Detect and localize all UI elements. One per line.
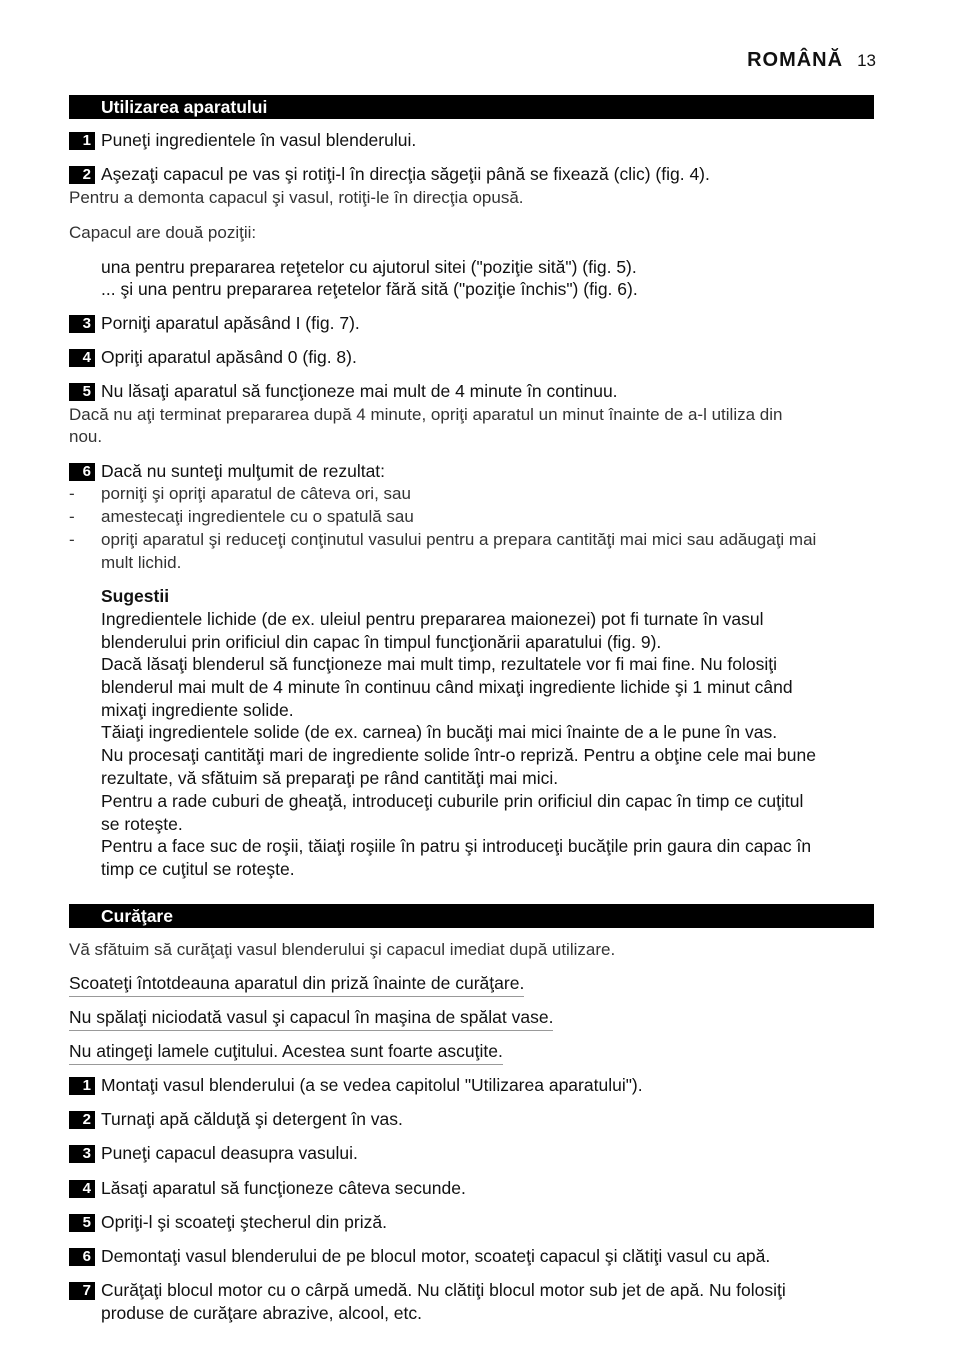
- step-number: 3: [69, 1145, 95, 1163]
- page-number: 13: [857, 51, 876, 70]
- tip-line: timp ce cuţitul se roteşte.: [101, 859, 295, 879]
- bullet-item: opriţi aparatul şi reduceţi conţinutul vasului pentru a prepara cantităţi mai mici sau adăugaţi mai: [101, 530, 817, 549]
- step-number: 3: [69, 315, 95, 333]
- tip-line: Pentru a rade cuburi de gheaţă, introduceţi cuburile prin orificiul din capac în timp ce cuţitul: [101, 791, 804, 811]
- paragraph: Capacul are două poziţii:: [69, 223, 257, 242]
- step-number: 7: [69, 1282, 95, 1300]
- paragraph: una pentru prepararea reţetelor cu ajutorul sitei ("poziţie sită") (fig. 5).: [101, 257, 637, 277]
- step-number: 2: [69, 166, 95, 184]
- step-number: 1: [69, 1077, 95, 1095]
- bullet-dash: -: [69, 507, 75, 526]
- page-header: [747, 49, 876, 72]
- step-text: Lăsaţi aparatul să funcţioneze câteva secunde.: [101, 1178, 466, 1198]
- step-text: Opriţi-l şi scoateţi ştecherul din priză.: [101, 1212, 387, 1232]
- warning-text: Scoateţi întotdeauna aparatul din priză înainte de curăţare.: [69, 972, 524, 997]
- step-text: Nu lăsaţi aparatul să funcţioneze mai mult de 4 minute în continuu.: [101, 381, 618, 401]
- step-text: Porniţi aparatul apăsând I (fig. 7).: [101, 313, 360, 333]
- tip-line: Nu procesaţi cantităţi mari de ingrediente solide într-o repriză. Pentru a obţine cele mai bune: [101, 745, 816, 765]
- step-text: Turnaţi apă călduţă şi detergent în vas.: [101, 1109, 403, 1129]
- step-text: Demontaţi vasul blenderului de pe blocul motor, scoateţi capacul şi clătiţi vasul cu apă.: [101, 1246, 771, 1266]
- tip-line: se roteşte.: [101, 814, 183, 834]
- step-number: 5: [69, 1214, 95, 1232]
- step-text: Curăţaţi blocul motor cu o cârpă umedă. Nu clătiţi blocul motor sub jet de apă. Nu folosiţi: [101, 1280, 786, 1300]
- tip-line: rezultate, vă sfătuim să preparaţi pe rând cantităţi mai mici.: [101, 768, 559, 788]
- tip-line: Ingredientele lichide (de ex. uleiul pentru prepararea maionezei) pot fi turnate în vasul: [101, 609, 764, 629]
- tips-title: Sugestii: [101, 586, 170, 606]
- step-number: 1: [69, 132, 95, 150]
- tip-line: blenderul mai mult de 4 minute în continuu când mixaţi ingrediente lichide şi 1 minut când: [101, 677, 793, 697]
- step-number: 4: [69, 349, 95, 367]
- bullet-item: porniţi şi opriţi aparatul de câteva ori, sau: [101, 484, 411, 503]
- step-text: produse de curăţare abrazive, alcool, etc.: [101, 1303, 423, 1323]
- step-text: Puneţi ingredientele în vasul blenderului.: [101, 130, 417, 150]
- step-text: Montaţi vasul blenderului (a se vedea capitolul "Utilizarea aparatului").: [101, 1075, 643, 1095]
- step-note: Pentru a demonta capacul şi vasul, rotiţi-le în direcţia opusă.: [69, 188, 524, 207]
- step-number: 5: [69, 383, 95, 401]
- paragraph: Vă sfătuim să curăţaţi vasul blenderului şi capacul imediat după utilizare.: [69, 940, 616, 959]
- bullet-item: mult lichid.: [101, 553, 182, 572]
- tip-line: Dacă lăsaţi blenderul să funcţioneze mai mult timp, rezultatele vor fi mai fine. Nu folosiţi: [101, 654, 777, 674]
- tip-line: mixaţi ingrediente solide.: [101, 700, 294, 720]
- step-number: 2: [69, 1111, 95, 1129]
- tip-line: Pentru a face suc de roşii, tăiaţi roşiile în patru şi introduceţi bucăţile prin gaura din capac în: [101, 836, 812, 856]
- paragraph: ... şi una pentru prepararea reţetelor fără sită ("poziţie închis") (fig. 6).: [101, 279, 638, 299]
- tip-line: blenderului prin orificiul din capac în timpul funcţionării aparatului (fig. 9).: [101, 632, 662, 652]
- step-number: 4: [69, 1180, 95, 1198]
- step-number: 6: [69, 463, 95, 481]
- bullet-dash: -: [69, 530, 75, 549]
- section-title-usage: Utilizarea aparatului: [69, 95, 874, 119]
- step-note: Dacă nu aţi terminat prepararea după 4 minute, opriţi aparatul un minut înainte de a-l utiliza din: [69, 405, 783, 424]
- tip-line: Tăiaţi ingredientele solide (de ex. carnea) în bucăţi mai mici înainte de a le pune în vas.: [101, 722, 778, 742]
- section-title-cleaning: Curăţare: [69, 904, 874, 928]
- step-text: Puneţi capacul deasupra vasului.: [101, 1143, 358, 1163]
- bullet-item: amestecaţi ingredientele cu o spatulă sau: [101, 507, 414, 526]
- warning-text: Nu spălaţi niciodată vasul şi capacul în maşina de spălat vase.: [69, 1006, 553, 1031]
- step-text: Aşezaţi capacul pe vas şi rotiţi-l în direcţia săgeţii până se fixează (clic) (fig. 4).: [101, 164, 710, 184]
- bullet-dash: -: [69, 484, 75, 503]
- language-label: ROMÂNĂ: [747, 49, 844, 71]
- step-note: nou.: [69, 427, 103, 446]
- step-text: Opriţi aparatul apăsând 0 (fig. 8).: [101, 347, 357, 367]
- step-number: 6: [69, 1248, 95, 1266]
- warning-text: Nu atingeţi lamele cuţitului. Acestea sunt foarte ascuţite.: [69, 1040, 503, 1065]
- step-text: Dacă nu sunteţi mulţumit de rezultat:: [101, 461, 386, 481]
